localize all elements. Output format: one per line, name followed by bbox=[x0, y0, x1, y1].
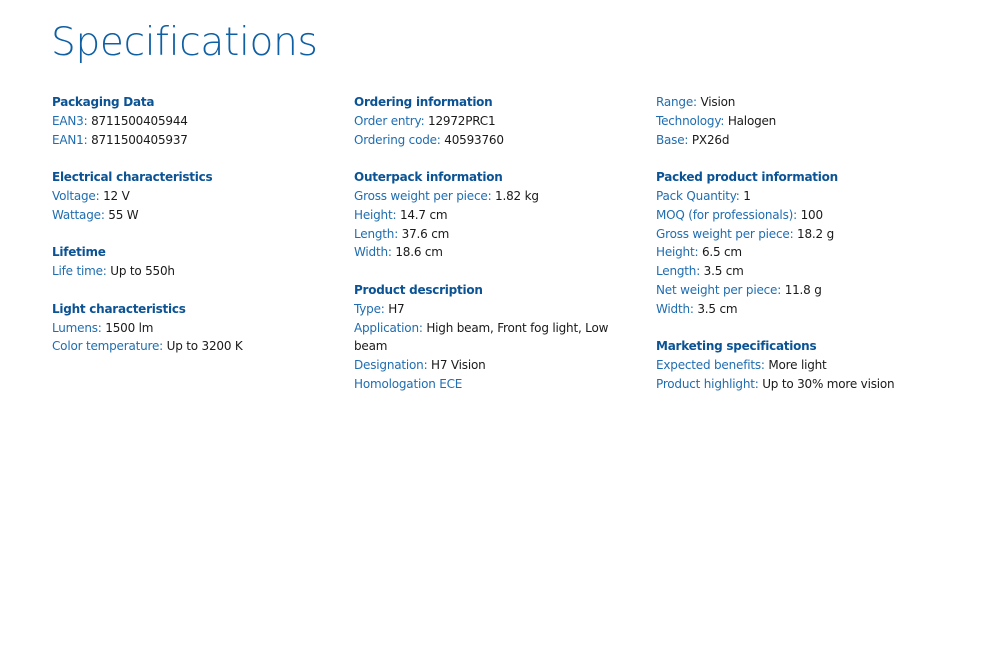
spec-column-1 bbox=[52, 93, 338, 375]
spec-label: Wattage: bbox=[52, 207, 105, 222]
spec-row-length bbox=[656, 262, 956, 281]
spec-value: 55 W bbox=[108, 207, 139, 222]
section-heading: Product description bbox=[354, 282, 483, 297]
section-heading: Marketing specifications bbox=[656, 339, 817, 354]
spec-row-height bbox=[656, 243, 956, 262]
spec-row-voltage bbox=[52, 187, 338, 206]
spec-row-base bbox=[656, 131, 956, 150]
spec-value: More light bbox=[768, 358, 827, 373]
spec-value: 100 bbox=[800, 207, 823, 222]
spec-value: 14.7 cm bbox=[399, 207, 448, 222]
spec-row-length bbox=[354, 225, 640, 244]
spec-label: EAN1: bbox=[52, 132, 88, 147]
spec-value: 6.5 cm bbox=[701, 245, 742, 260]
spec-label: Width: bbox=[656, 301, 694, 316]
spec-row-wattage bbox=[52, 206, 338, 225]
spec-value: 3.5 cm bbox=[703, 264, 744, 279]
spec-value: 8711500405944 bbox=[91, 113, 188, 128]
spec-label: Lumens: bbox=[52, 320, 102, 335]
spec-value: Halogen bbox=[727, 113, 777, 128]
spec-label: MOQ (for professionals): bbox=[656, 207, 797, 222]
spec-label: Color temperature: bbox=[52, 339, 164, 354]
spec-row-ean1 bbox=[52, 131, 338, 150]
section-packaging-data bbox=[52, 93, 338, 149]
spec-row-width bbox=[656, 300, 956, 319]
spec-row-pack-quantity bbox=[656, 187, 956, 206]
spec-label: Ordering code: bbox=[354, 132, 441, 147]
spec-label: Net weight per piece: bbox=[656, 282, 782, 297]
spec-label: Type: bbox=[354, 301, 385, 316]
section-ordering-information bbox=[354, 93, 640, 149]
section-heading: Packed product information bbox=[656, 170, 838, 185]
spec-label: Gross weight per piece: bbox=[656, 226, 794, 241]
spec-value: 1 bbox=[743, 188, 751, 203]
section-heading: Light characteristics bbox=[52, 301, 186, 316]
spec-row-expected-benefits bbox=[656, 356, 956, 375]
spec-label: Base: bbox=[656, 132, 689, 147]
spec-row-height bbox=[354, 206, 640, 225]
spec-value: 11.8 g bbox=[784, 282, 822, 297]
spec-row-application bbox=[354, 319, 640, 357]
section-general bbox=[656, 93, 956, 149]
spec-column-3 bbox=[656, 93, 956, 413]
section-lifetime bbox=[52, 243, 338, 281]
spec-value: Up to 30% more vision bbox=[762, 376, 895, 391]
spec-label: Length: bbox=[656, 264, 701, 279]
spec-value: High beam, Front fog light, Low beam bbox=[354, 320, 609, 354]
spec-value: 18.6 cm bbox=[395, 245, 443, 260]
spec-label: Length: bbox=[354, 226, 399, 241]
section-heading: Lifetime bbox=[52, 245, 106, 260]
spec-label: Life time: bbox=[52, 264, 107, 279]
spec-row-moq bbox=[656, 206, 956, 225]
spec-row-lumens bbox=[52, 319, 338, 338]
spec-value: 40593760 bbox=[444, 132, 504, 147]
spec-value: Up to 3200 K bbox=[166, 339, 243, 354]
spec-value: 3.5 cm bbox=[697, 301, 738, 316]
section-product-description bbox=[354, 281, 640, 394]
spec-value: 1500 lm bbox=[105, 320, 154, 335]
spec-row-technology bbox=[656, 112, 956, 131]
section-marketing-specifications bbox=[656, 337, 956, 393]
section-heading: Outerpack information bbox=[354, 170, 503, 185]
spec-label: Width: bbox=[354, 245, 392, 260]
spec-row-product-highlight bbox=[656, 375, 956, 394]
section-heading: Packaging Data bbox=[52, 95, 155, 109]
spec-label: Technology: bbox=[656, 113, 725, 128]
spec-row-life-time bbox=[52, 262, 338, 281]
spec-label: Product highlight: bbox=[656, 376, 759, 391]
spec-value: 1.82 kg bbox=[495, 188, 539, 203]
spec-value: 37.6 cm bbox=[401, 226, 450, 241]
page-title: Specifications bbox=[51, 20, 318, 65]
spec-label: Order entry: bbox=[354, 113, 425, 128]
spec-label: Expected benefits: bbox=[656, 358, 765, 373]
spec-label: EAN3: bbox=[52, 113, 88, 128]
spec-value: 8711500405937 bbox=[91, 132, 188, 147]
spec-label: Height: bbox=[656, 245, 699, 260]
spec-value: Up to 550h bbox=[110, 264, 175, 279]
spec-value: H7 Vision bbox=[431, 358, 486, 373]
spec-row-designation bbox=[354, 356, 640, 375]
spec-value: H7 bbox=[388, 301, 405, 316]
section-heading: Electrical characteristics bbox=[52, 170, 213, 185]
section-heading: Ordering information bbox=[354, 95, 493, 109]
spec-row-gross-weight bbox=[656, 225, 956, 244]
spec-row-ean3 bbox=[52, 112, 338, 131]
section-light-characteristics bbox=[52, 300, 338, 356]
spec-label: Range: bbox=[656, 95, 697, 109]
spec-row-homologation bbox=[354, 375, 640, 394]
spec-label: Pack Quantity: bbox=[656, 188, 740, 203]
section-electrical-characteristics bbox=[52, 168, 338, 224]
spec-row-color-temperature bbox=[52, 337, 338, 356]
spec-label: Homologation ECE bbox=[354, 376, 463, 391]
spec-value: 12 V bbox=[103, 188, 130, 203]
spec-value: PX26d bbox=[691, 132, 730, 147]
spec-row-width bbox=[354, 243, 640, 262]
spec-value: 18.2 g bbox=[797, 226, 834, 241]
section-packed-product-information bbox=[656, 168, 956, 318]
spec-row-type bbox=[354, 300, 640, 319]
spec-label: Voltage: bbox=[52, 188, 100, 203]
section-outerpack-information bbox=[354, 168, 640, 262]
spec-value: Vision bbox=[700, 95, 736, 109]
spec-label: Gross weight per piece: bbox=[354, 188, 492, 203]
spec-row-range bbox=[656, 93, 956, 112]
spec-row-order-entry bbox=[354, 112, 640, 131]
spec-row-ordering-code bbox=[354, 131, 640, 150]
spec-row-net-weight bbox=[656, 281, 956, 300]
spec-column-2 bbox=[354, 93, 640, 413]
spec-label: Designation: bbox=[354, 358, 428, 373]
spec-value: 12972PRC1 bbox=[428, 113, 496, 128]
spec-label: Height: bbox=[354, 207, 397, 222]
spec-label: Application: bbox=[354, 320, 423, 335]
spec-row-gross-weight bbox=[354, 187, 640, 206]
